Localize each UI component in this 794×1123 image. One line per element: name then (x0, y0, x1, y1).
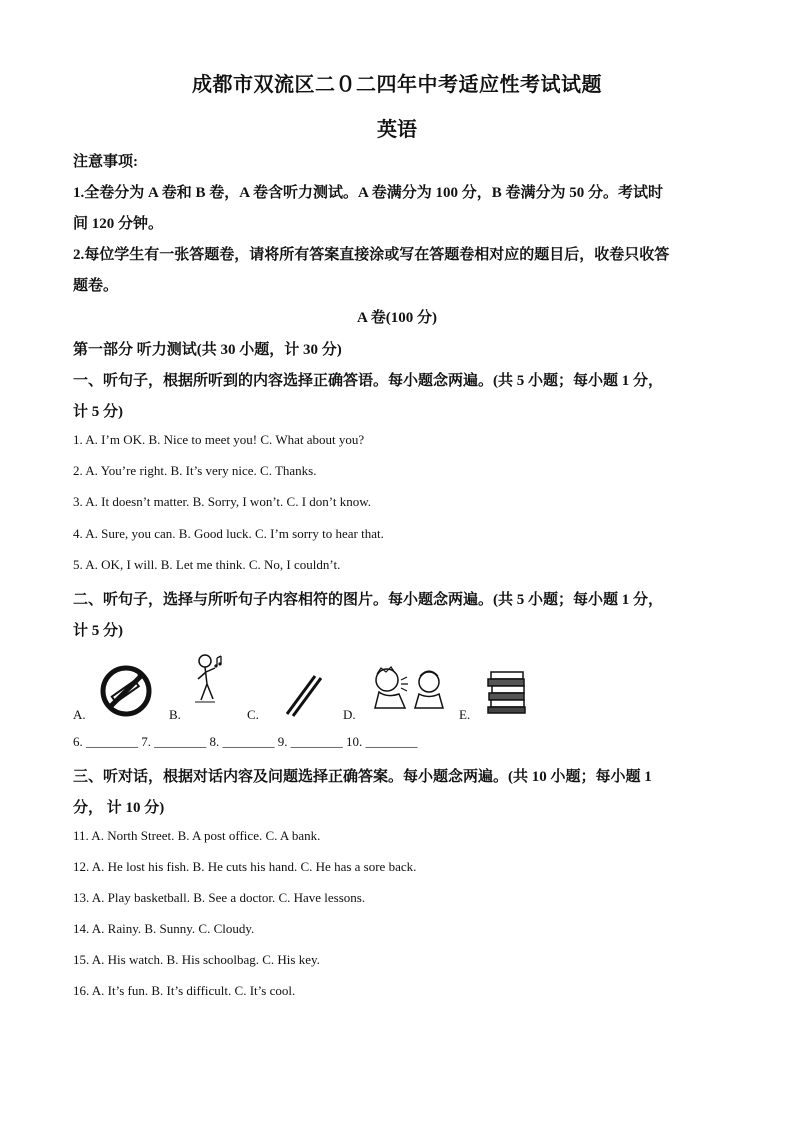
question-13: 13. A. Play basketball. B. See a doctor. C. Have lessons. (73, 890, 366, 905)
paper-a-title: A 卷(100 分) (357, 310, 437, 326)
part-1-heading: 第一部分 听力测试(共 30 小题，计 30 分) (73, 342, 342, 358)
question-1: 1. A. I’m OK. B. Nice to meet you! C. What about you? (73, 432, 365, 447)
exam-title: 成都市双流区二０二四年中考适应性考试试题 (192, 74, 602, 96)
picture-label-a: A. (73, 707, 86, 722)
question-5: 5. A. OK, I will. B. Let me think. C. No, I couldn’t. (73, 557, 341, 572)
section-2-instruction-line-2: 计 5 分) (73, 623, 123, 639)
two-people-talking-icon (369, 662, 449, 714)
picture-label-b: B. (169, 707, 181, 722)
section-2-instruction-line-1: 二、听句子，选择与所听句子内容相符的图片。每小题念两遍。(共 5 小题；每小题 1 分， (73, 592, 663, 608)
question-2: 2. A. You’re right. B. It’s very nice. C. Thanks. (73, 463, 317, 478)
picture-label-c: C. (247, 707, 259, 722)
question-14: 14. A. Rainy. B. Sunny. C. Cloudy. (73, 921, 255, 936)
subject-title: 英语 (377, 119, 417, 141)
notice-item-1-line-1: 1.全卷分为 A 卷和 B 卷，A 卷含听力测试。A 卷满分为 100 分，B 卷满分为 50 分。考试时 (73, 185, 664, 201)
question-4: 4. A. Sure, you can. B. Good luck. C. I’m sorry to hear that. (73, 526, 384, 541)
notice-heading: 注意事项: (73, 154, 138, 170)
question-12: 12. A. He lost his fish. B. He cuts his hand. C. He has a sore back. (73, 859, 417, 874)
section-1-instruction-line-2: 计 5 分) (73, 404, 123, 420)
notice-item-1-line-2: 间 120 分钟。 (73, 216, 164, 232)
singing-person-icon (191, 652, 233, 706)
picture-options (73, 652, 633, 724)
notice-item-2-line-2: 题卷。 (73, 278, 119, 294)
stack-of-books-icon (485, 668, 529, 716)
picture-label-e: E. (459, 707, 471, 722)
question-3: 3. A. It doesn’t matter. B. Sorry, I won’t. C. I don’t know. (73, 494, 372, 509)
notice-item-2-line-1: 2.每位学生有一张答题卷，请将所有答案直接涂或写在答题卷相对应的题目后，收卷只收答 (73, 247, 670, 263)
picture-label-d: D. (343, 707, 356, 722)
chopsticks-icon (281, 672, 325, 718)
answer-blanks-6-10: 6. ________ 7. ________ 8. ________ 9. ________ 10. ________ (73, 734, 418, 749)
section-1-instruction-line-1: 一、听句子，根据所听到的内容选择正确答语。每小题念两遍。(共 5 小题；每小题 1 分， (73, 373, 663, 389)
section-3-instruction-line-2: 分， 计 10 分) (73, 800, 165, 816)
question-16: 16. A. It’s fun. B. It’s difficult. C. It’s cool. (73, 983, 296, 998)
question-15: 15. A. His watch. B. His schoolbag. C. His key. (73, 952, 320, 967)
question-11: 11. A. North Street. B. A post office. C. A bank. (73, 828, 321, 843)
no-smoking-icon (97, 664, 155, 718)
section-3-instruction-line-1: 三、听对话，根据对话内容及问题选择正确答案。每小题念两遍。(共 10 小题；每小题 1 (73, 769, 652, 785)
